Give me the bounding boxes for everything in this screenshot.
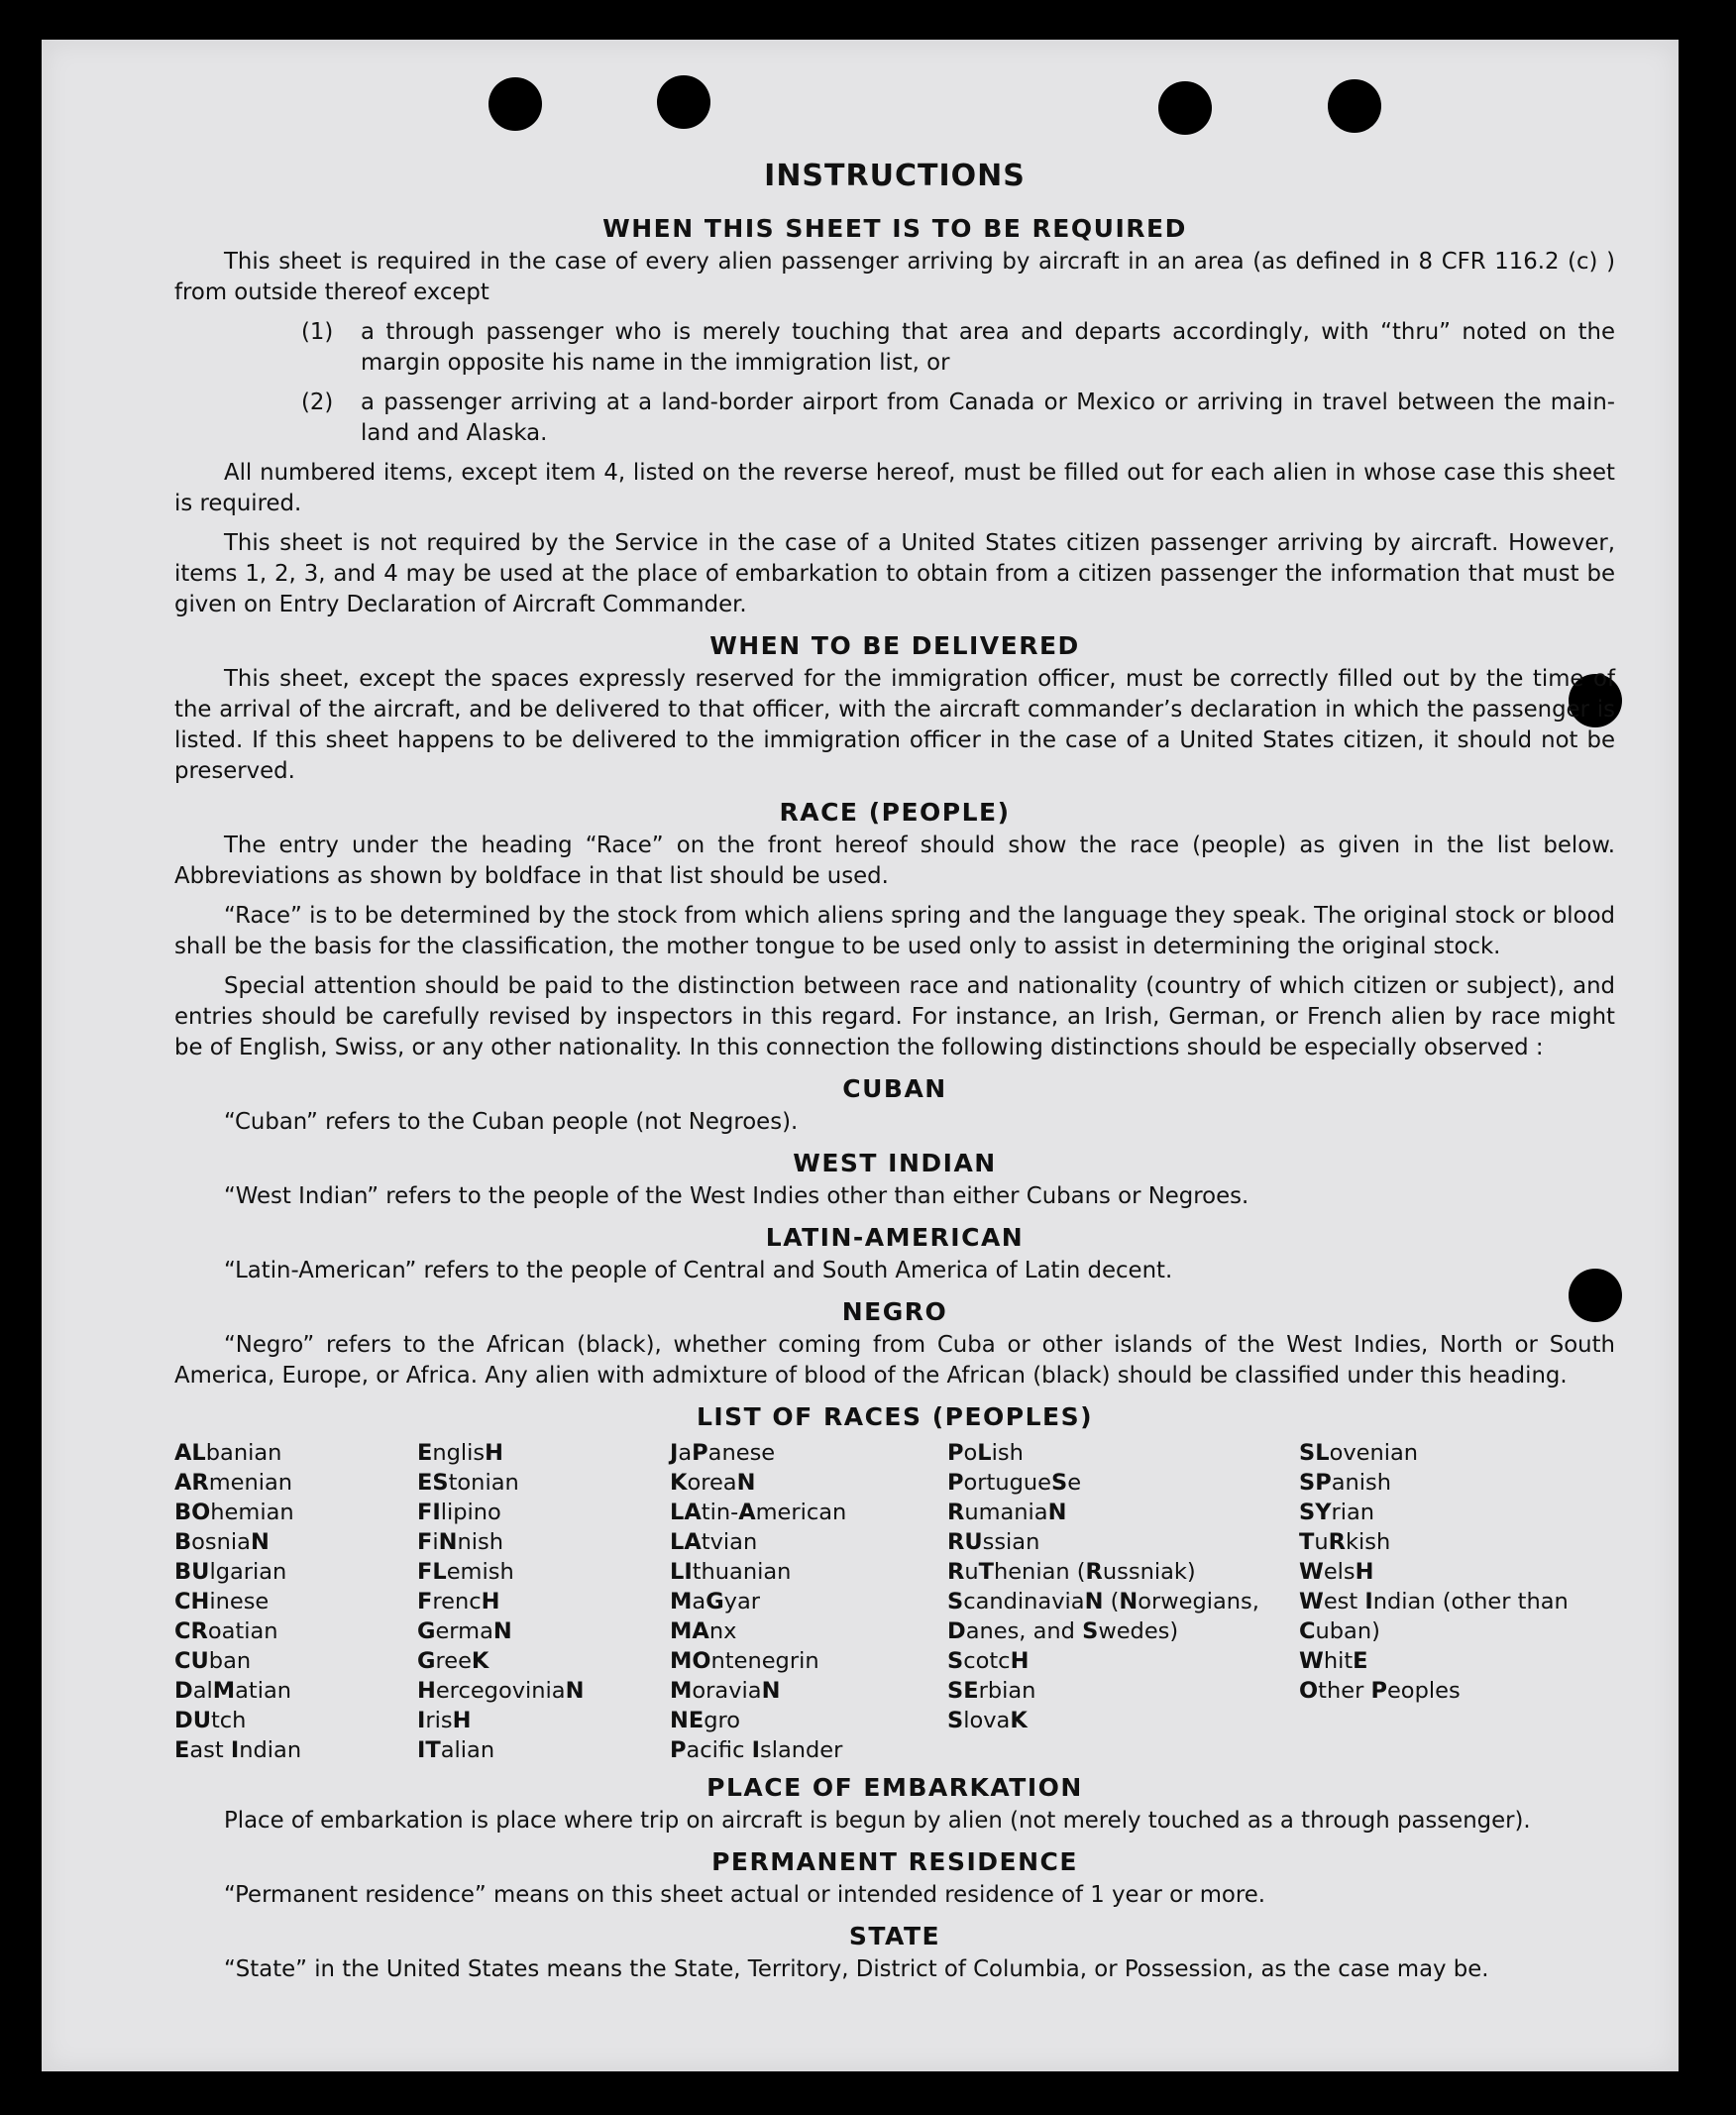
heading-state: STATE xyxy=(848,1922,941,1950)
race-entry: PoLish xyxy=(947,1440,1024,1466)
race-entry: HercegoviniaN xyxy=(417,1678,585,1704)
exception-item-1 xyxy=(301,317,1615,379)
required-para-2: All numbered items, except item 4, listed on the reverse hereof, must be filled out for each alien in whose case this sheet is required. xyxy=(174,460,1615,516)
race-para-1: The entry under the heading “Race” on the front hereof should show the race (people) as given in the list below. Abbreviations as shown by boldface in that list should be used. xyxy=(174,833,1615,889)
latin-american-text: “Latin-American” refers to the people of Central and South America of Latin decent. xyxy=(224,1258,1173,1283)
heading-west-indian: WEST INDIAN xyxy=(793,1149,997,1177)
race-column xyxy=(1299,1438,1576,1765)
race-entry: Other Peoples xyxy=(1299,1678,1461,1704)
race-entry: ALbanian xyxy=(174,1440,282,1466)
item-number: (1) xyxy=(301,319,334,345)
race-entry: SlovaK xyxy=(947,1708,1028,1733)
required-para-3: This sheet is not required by the Service in the case of a United States citizen passenger arriving by aircraft. However, items 1, 2, 3, and 4 may be used at the place of embarkation to obtain from a citizen passenger the information that must be given on Entry Declaration of Aircraft Commander. xyxy=(174,530,1615,617)
punch-hole xyxy=(1328,79,1381,133)
race-entry: TuRkish xyxy=(1299,1529,1391,1555)
race-entry: MOntenegrin xyxy=(670,1648,819,1674)
race-entry: FLemish xyxy=(417,1559,514,1585)
page-title: INSTRUCTIONS xyxy=(764,159,1026,193)
race-entry: SLovenian xyxy=(1299,1440,1419,1466)
race-entry: Pacific Islander xyxy=(670,1737,843,1763)
item-text: a passenger arriving at a land-border airport from Canada or Mexico or arriving in travel between the main-land and Alaska. xyxy=(361,390,1615,446)
race-entry: GermaN xyxy=(417,1618,512,1644)
embarkation-text: Place of embarkation is place where trip on aircraft is begun by alien (not merely touched as a through passenger). xyxy=(224,1808,1531,1834)
race-entry: FIlipino xyxy=(417,1500,501,1525)
exception-item-2 xyxy=(301,388,1615,449)
heading-latin-american: LATIN-AMERICAN xyxy=(765,1223,1025,1252)
race-entry: FrencH xyxy=(417,1589,500,1614)
race-entry: NEgro xyxy=(670,1708,741,1733)
race-entry: EStonian xyxy=(417,1470,519,1496)
race-entry: CRoatian xyxy=(174,1618,278,1644)
punch-hole xyxy=(1158,81,1212,135)
heading-cuban: CUBAN xyxy=(842,1074,947,1103)
race-entry: LIthuanian xyxy=(670,1559,792,1585)
race-entry: RumaniaN xyxy=(947,1500,1067,1525)
race-entry: ARmenian xyxy=(174,1470,293,1496)
race-entry: BOhemian xyxy=(174,1500,294,1525)
item-number: (2) xyxy=(301,390,334,415)
race-entry: SErbian xyxy=(947,1678,1036,1704)
document-page xyxy=(42,40,1679,2071)
negro-text: “Negro” refers to the African (black), whether coming from Cuba or other islands of the West Indies, North or South America, Europe, or Africa. Any alien with admixture of blood of the African (black) should be classified under this heading. xyxy=(174,1332,1615,1389)
heading-when-required: WHEN THIS SHEET IS TO BE REQUIRED xyxy=(602,214,1187,243)
race-entry: East Indian xyxy=(174,1737,302,1763)
heading-race: RACE (PEOPLE) xyxy=(779,798,1011,827)
race-entry: WelsH xyxy=(1299,1559,1374,1585)
heading-permanent-residence: PERMANENT RESIDENCE xyxy=(711,1847,1078,1876)
delivered-text: This sheet, except the spaces expressly reserved for the immigration officer, must be correctly filled out by the time of the arrival of the aircraft, and be delivered to that officer, with the aircraft commander’s declaration in which the passenger is listed. If this sheet happens to be delivered to the immigration officer in the case of a United States citizen, it should not be preserved. xyxy=(174,666,1615,784)
race-entry: ITalian xyxy=(417,1737,495,1763)
race-column xyxy=(417,1438,670,1765)
race-entry: KoreaN xyxy=(670,1470,756,1496)
race-entry: DUtch xyxy=(174,1708,247,1733)
race-entry: CUban xyxy=(174,1648,252,1674)
race-entry: EnglisH xyxy=(417,1440,503,1466)
race-entry: SPanish xyxy=(1299,1470,1392,1496)
race-column xyxy=(947,1438,1299,1765)
heading-place-of-embarkation: PLACE OF EMBARKATION xyxy=(706,1773,1083,1802)
race-entry: RUssian xyxy=(947,1529,1040,1555)
race-entry: RuThenian (Russniak) xyxy=(947,1559,1196,1585)
punch-hole xyxy=(657,75,710,129)
race-entry: BosniaN xyxy=(174,1529,270,1555)
race-para-3: Special attention should be paid to the distinction between race and nationality (country of which citizen or subject), and entries should be carefully revised by inspectors in this regard. For instance, an Irish, German, or French alien by race might be of English, Swiss, or any other nationality. In this connection the following distinctions should be especially observed : xyxy=(174,973,1615,1060)
race-list xyxy=(174,1438,1615,1765)
heading-negro: NEGRO xyxy=(841,1297,948,1326)
race-entry: MAnx xyxy=(670,1618,737,1644)
race-entry: FiNnish xyxy=(417,1529,503,1555)
race-entry: CHinese xyxy=(174,1589,270,1614)
race-entry: DalMatian xyxy=(174,1678,292,1704)
race-column xyxy=(174,1438,417,1765)
item-text: a through passenger who is merely touching that area and departs accordingly, with “thru” noted on the margin opposite his name in the immigration list, or xyxy=(361,319,1615,376)
race-entry: West Indian (other than Cuban) xyxy=(1299,1589,1569,1644)
race-entry: PortugueSe xyxy=(947,1470,1082,1496)
race-entry: ScotcH xyxy=(947,1648,1030,1674)
race-column xyxy=(670,1438,947,1765)
race-entry: BUlgarian xyxy=(174,1559,287,1585)
race-entry: GreeK xyxy=(417,1648,489,1674)
heading-list-of-races: LIST OF RACES (PEOPLES) xyxy=(696,1402,1094,1431)
race-entry: LAtvian xyxy=(670,1529,758,1555)
cuban-text: “Cuban” refers to the Cuban people (not Negroes). xyxy=(224,1109,799,1135)
west-indian-text: “West Indian” refers to the people of the West Indies other than either Cubans or Negroes. xyxy=(224,1183,1249,1209)
race-para-2: “Race” is to be determined by the stock from which aliens spring and the language they speak. The original stock or blood shall be the basis for the classification, the mother tongue to be used only to assist in determining the original stock. xyxy=(174,903,1615,959)
race-entry: ScandinaviaN (Norwegians, Danes, and Swedes) xyxy=(947,1589,1259,1644)
residence-text: “Permanent residence” means on this sheet actual or intended residence of 1 year or more. xyxy=(224,1882,1266,1908)
race-entry: LAtin-American xyxy=(670,1500,847,1525)
heading-when-delivered: WHEN TO BE DELIVERED xyxy=(709,631,1080,660)
instructions-body xyxy=(174,159,1615,1994)
race-entry: JaPanese xyxy=(670,1440,776,1466)
required-intro: This sheet is required in the case of every alien passenger arriving by aircraft in an area (as defined in 8 CFR 116.2 (c) ) from outside thereof except xyxy=(174,249,1615,305)
race-entry: MoraviaN xyxy=(670,1678,781,1704)
state-text: “State” in the United States means the State, Territory, District of Columbia, or Possession, as the case may be. xyxy=(224,1956,1489,1982)
race-entry: IrisH xyxy=(417,1708,472,1733)
race-entry: SYrian xyxy=(1299,1500,1375,1525)
race-entry: MaGyar xyxy=(670,1589,761,1614)
punch-hole xyxy=(488,77,542,131)
race-entry: WhitE xyxy=(1299,1648,1368,1674)
